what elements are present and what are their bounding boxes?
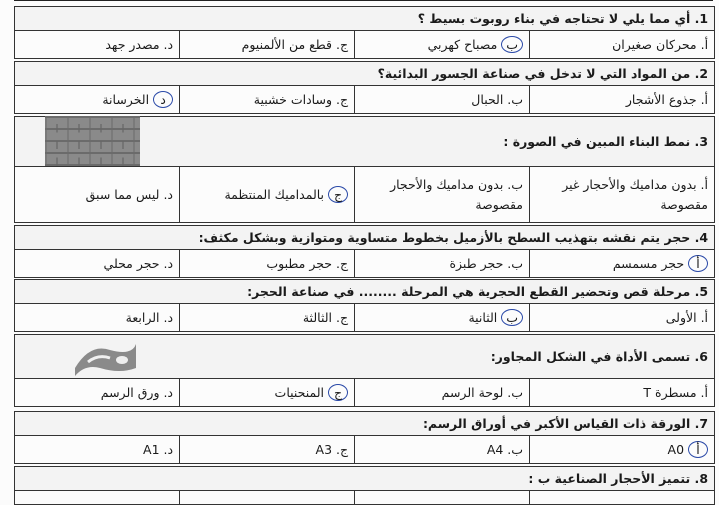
option-d[interactable]: د. حجر محلي [15,250,180,278]
option-c[interactable] [180,491,355,505]
answer-circle: د [153,91,173,108]
answer-circle: ب [501,309,523,326]
question-5 [14,279,715,332]
answer-circle: أ [688,255,708,272]
option-a[interactable]: أ حجر مسمسم [530,250,715,278]
option-c[interactable]: ج. حجر مطبوب [180,250,355,278]
option-d[interactable]: د. A1 [15,436,180,464]
option-d[interactable]: د الخرسانة [15,86,180,114]
option-b[interactable]: ب. بدون مداميك والأحجار مقصوصة [355,167,530,223]
answer-circle: ج [328,384,348,401]
option-d[interactable]: د. ليس مما سبق [15,167,180,223]
answer-circle: ج [328,186,348,203]
question-4 [14,225,715,278]
option-c[interactable]: ج بالمداميك المنتظمة [180,167,355,223]
option-c[interactable]: ج. وسادات خشبية [180,86,355,114]
stone-wall-image [45,116,140,166]
question-8 [14,466,715,505]
question-stem: 1. أي مما يلي لا تحتاجه في بناء روبوت بسيط ؟ [15,7,715,31]
answer-circle: ب [501,36,523,53]
option-b[interactable]: ب مصباح كهربي [355,31,530,59]
option-b[interactable]: ب الثانية [355,304,530,332]
option-d[interactable]: د. ورق الرسم [15,379,180,407]
question-1 [14,6,715,59]
question-stem: 7. الورقة ذات القياس الأكبر في أوراق الرسم: [15,412,715,436]
french-curve-image [70,338,140,380]
question-stem: 3. نمط البناء المبين في الصورة : [15,117,715,167]
question-7 [14,411,715,464]
option-b[interactable] [355,491,530,505]
option-a[interactable]: أ. بدون مداميك والأحجار غير مقصوصة [530,167,715,223]
option-c[interactable]: ج المنحنيات [180,379,355,407]
option-b[interactable]: ب. A4 [355,436,530,464]
option-d[interactable]: د. الرابعة [15,304,180,332]
option-c[interactable]: ج. قطع من الألمنيوم [180,31,355,59]
option-b[interactable]: ب. حجر طبزة [355,250,530,278]
question-stem: 8. تتميز الأحجار الصناعية ب : [15,467,715,491]
answer-circle: أ [688,441,708,458]
option-c[interactable]: ج. A3 [180,436,355,464]
question-stem: 5. مرحلة قص وتحضير القطع الحجرية هي المرحلة ........ في صناعة الحجر: [15,280,715,304]
option-a[interactable]: أ A0 [530,436,715,464]
option-c[interactable]: ج. الثالثة [180,304,355,332]
option-a[interactable]: أ. مسطرة T [530,379,715,407]
option-b[interactable]: ب. لوحة الرسم [355,379,530,407]
option-d[interactable]: د. مصدر جهد [15,31,180,59]
option-a[interactable]: أ. الأولى [530,304,715,332]
question-2 [14,61,715,114]
question-stem: 4. حجر يتم نقشه بتهذيب السطح بالأزميل بخطوط متساوية ومتوازية وبشكل مكثف: [15,226,715,250]
question-stem: 6. تسمى الأداة في الشكل المجاور: [15,335,715,379]
option-b[interactable]: ب. الحبال [355,86,530,114]
question-stem: 2. من المواد التي لا تدخل في صناعة الجسور البدائية؟ [15,62,715,86]
option-a[interactable]: أ. جذوع الأشجار [530,86,715,114]
option-a[interactable]: أ. محركان صغيران [530,31,715,59]
option-a[interactable] [530,491,715,505]
option-d[interactable] [15,491,180,505]
top-border [14,0,713,5]
